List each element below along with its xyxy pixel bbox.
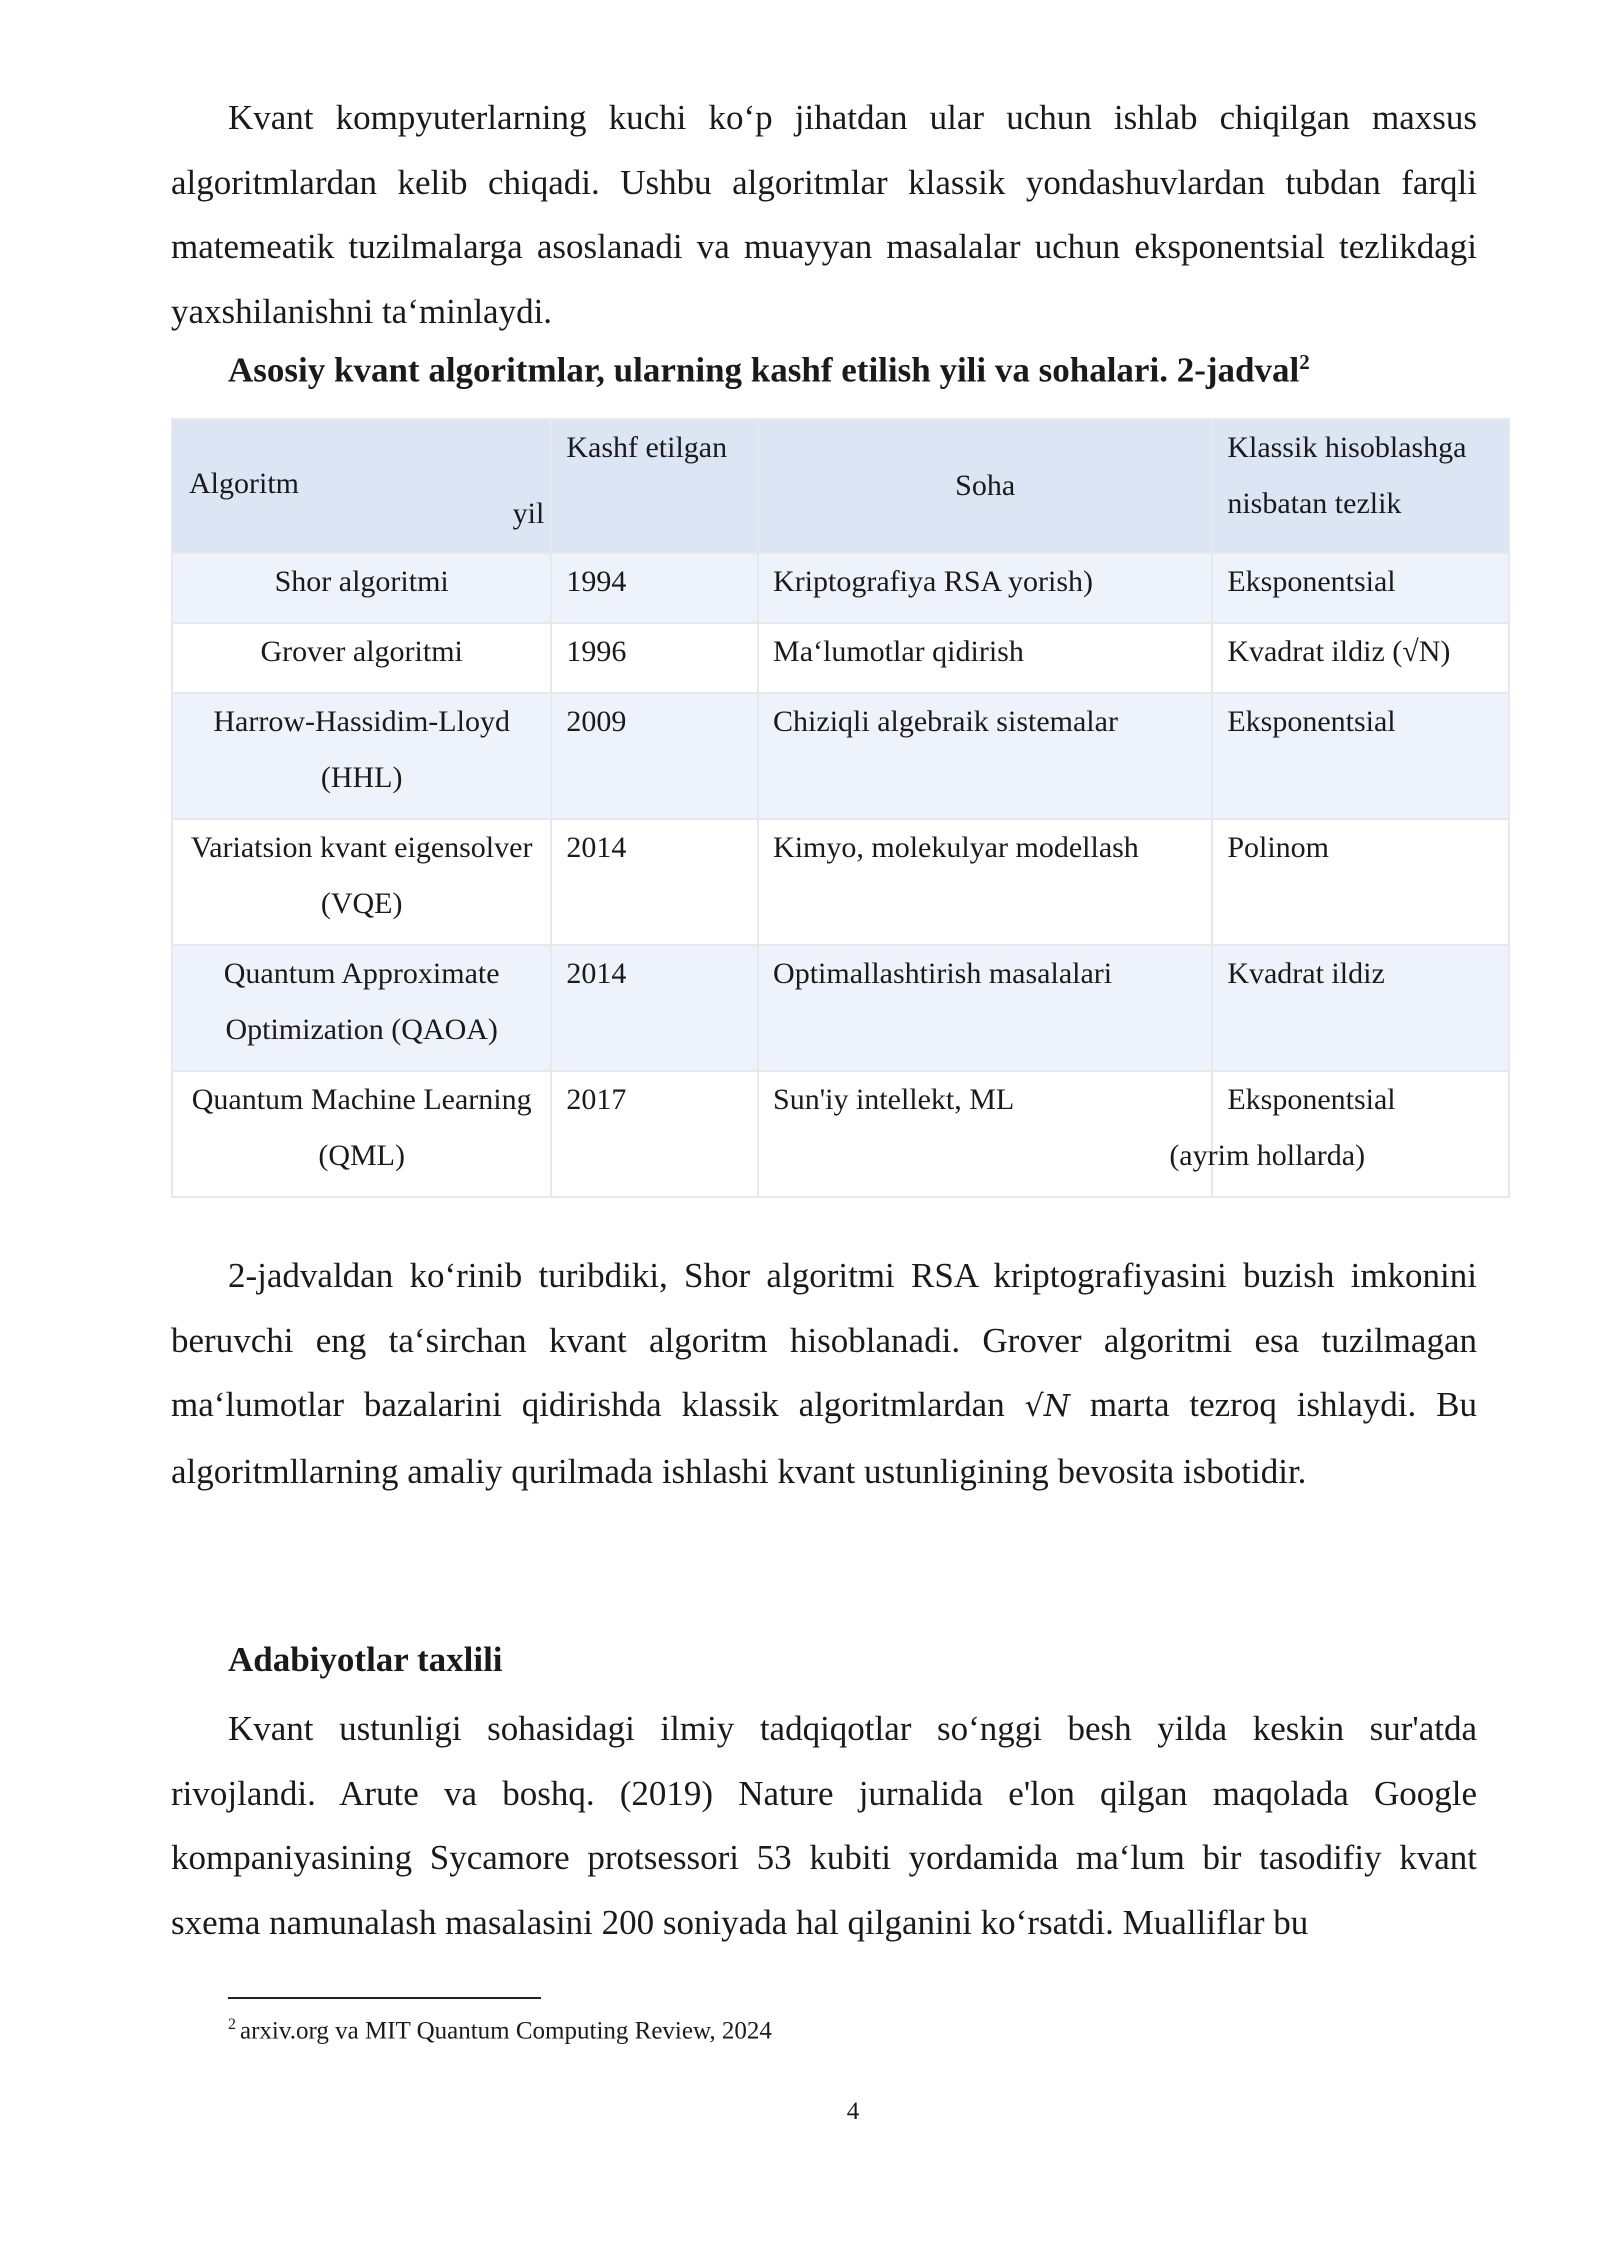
intro-paragraph-text: Kvant kompyuterlarning kuchi ko‘p jihatdan ular uchun ishlab chiqilgan maxsus algoritmlardan kelib chiqadi. Ushbu algoritmlar klassik yondashuvlardan tubdan farqli matemeatik tuzilmalarga asoslanadi va muayyan masalalar uchun eksponentsial tezlikdagi yaxshilanishni ta‘minlaydi. [171,98,1477,331]
cell-field: Chiziqli algebraik sistemalar [758,693,1212,819]
cell-year: 2014 [551,819,758,945]
section-heading: Adabiyotlar taxlili [228,1640,503,1679]
intro-paragraph [171,86,1477,344]
cell-algorithm: Grover algoritmi [172,623,551,693]
cell-algorithm: Quantum Machine Learning (QML) [172,1071,551,1197]
table-header-row [172,419,1509,553]
cell-speed-note: (ayrim hollarda) [1169,1139,1366,1172]
analysis-paragraph-text [171,1244,1477,1504]
literature-paragraph-text: Kvant ustunligi sohasidagi ilmiy tadqiqotlar so‘nggi besh yilda keskin sur'atda rivojlandi. Arute va boshq. (2019) Nature jurnalida e'lon qilgan maqolada Google kompaniyasining Sycamore protsessori 53 kubiti yordamida ma‘lum bir tasodifiy kvant sxema namunalash masalasini 200 soniyada hal qilganini ko‘rsatdi. Mualliflar bu [171,1709,1477,1942]
table-caption [228,350,1310,391]
header-algoritm [172,419,551,553]
header-soha [758,419,1212,553]
cell-field: Ma‘lumotlar qidirish [758,623,1212,693]
table-row [172,693,1509,819]
analysis-paragraph [171,1244,1477,1504]
cell-speed [1169,1071,1509,1197]
table-row [172,553,1509,623]
header-algoritm-label: Algoritm [189,467,299,500]
sqrt-n-formula: √N [1024,1389,1070,1424]
cell-speed: Kvadrat ildiz (√N) [1212,623,1509,693]
cell-field: Kimyo, molekulyar modellash [758,819,1212,945]
cell-algorithm: Harrow-Hassidim-Lloyd (HHL) [172,693,551,819]
analysis-text-part1: 2-jadvaldan ko‘rinib turibdiki, Shor algoritmi RSA kriptografiyasini buzish imkonini beruvchi eng ta‘sirchan kvant algoritm hisoblanadi. Grover algoritmi esa tuzilmagan ma‘lumotlar bazalarini qidirishda klassik algoritmlardan [171,1256,1477,1424]
footnote-mark: 2 [228,2016,236,2033]
cell-year: 2009 [551,693,758,819]
header-tezlik [1212,419,1509,553]
table-caption-footnote-ref[interactable]: 2 [1299,350,1310,374]
table-row [172,945,1509,1071]
footnote-text: arxiv.org va MIT Quantum Computing Review, 2024 [240,2017,772,2045]
header-yil-label: yil [512,497,545,530]
header-year [551,419,758,553]
header-tezlik-label: Klassik hisoblashga nisbatan tezlik [1227,431,1467,520]
analysis-text-part2: marta tezroq ishlaydi. Bu algoritmllarning amaliy qurilmada ishlashi kvant ustunligining bevosita isbotidir. [171,1385,1477,1491]
header-year-label: Kashf etilgan [566,431,728,464]
cell-field: Kriptografiya RSA yorish) [758,553,1212,623]
table-row [172,1071,1509,1197]
footnote-separator [228,1997,541,1999]
cell-year: 1994 [551,553,758,623]
table-caption-text: Asosiy kvant algoritmlar, ularning kashf etilish yili va sohalari. 2-jadval [228,350,1300,390]
cell-year: 2017 [551,1071,758,1197]
cell-field: Optimallashtirish masalalari [758,945,1212,1071]
cell-speed-value: Eksponentsial [1227,1083,1396,1116]
page-number: 4 [846,2098,860,2125]
cell-speed: Eksponentsial [1212,553,1509,623]
cell-field: Sun'iy intellekt, ML [758,1071,1212,1197]
header-soha-label: Soha [955,469,1016,502]
algorithms-table [171,418,1510,1198]
cell-speed: Polinom [1212,819,1509,945]
cell-algorithm: Variatsion kvant eigensolver (VQE) [172,819,551,945]
cell-year: 2014 [551,945,758,1071]
table-row [172,819,1509,945]
footnote [228,2008,772,2048]
cell-speed: Eksponentsial [1212,693,1509,819]
table-row [172,623,1509,693]
cell-algorithm: Quantum Approximate Optimization (QAOA) [172,945,551,1071]
cell-algorithm: Shor algoritmi [172,553,551,623]
cell-speed: Kvadrat ildiz [1212,945,1509,1071]
literature-paragraph [171,1697,1477,1955]
cell-year: 1996 [551,623,758,693]
